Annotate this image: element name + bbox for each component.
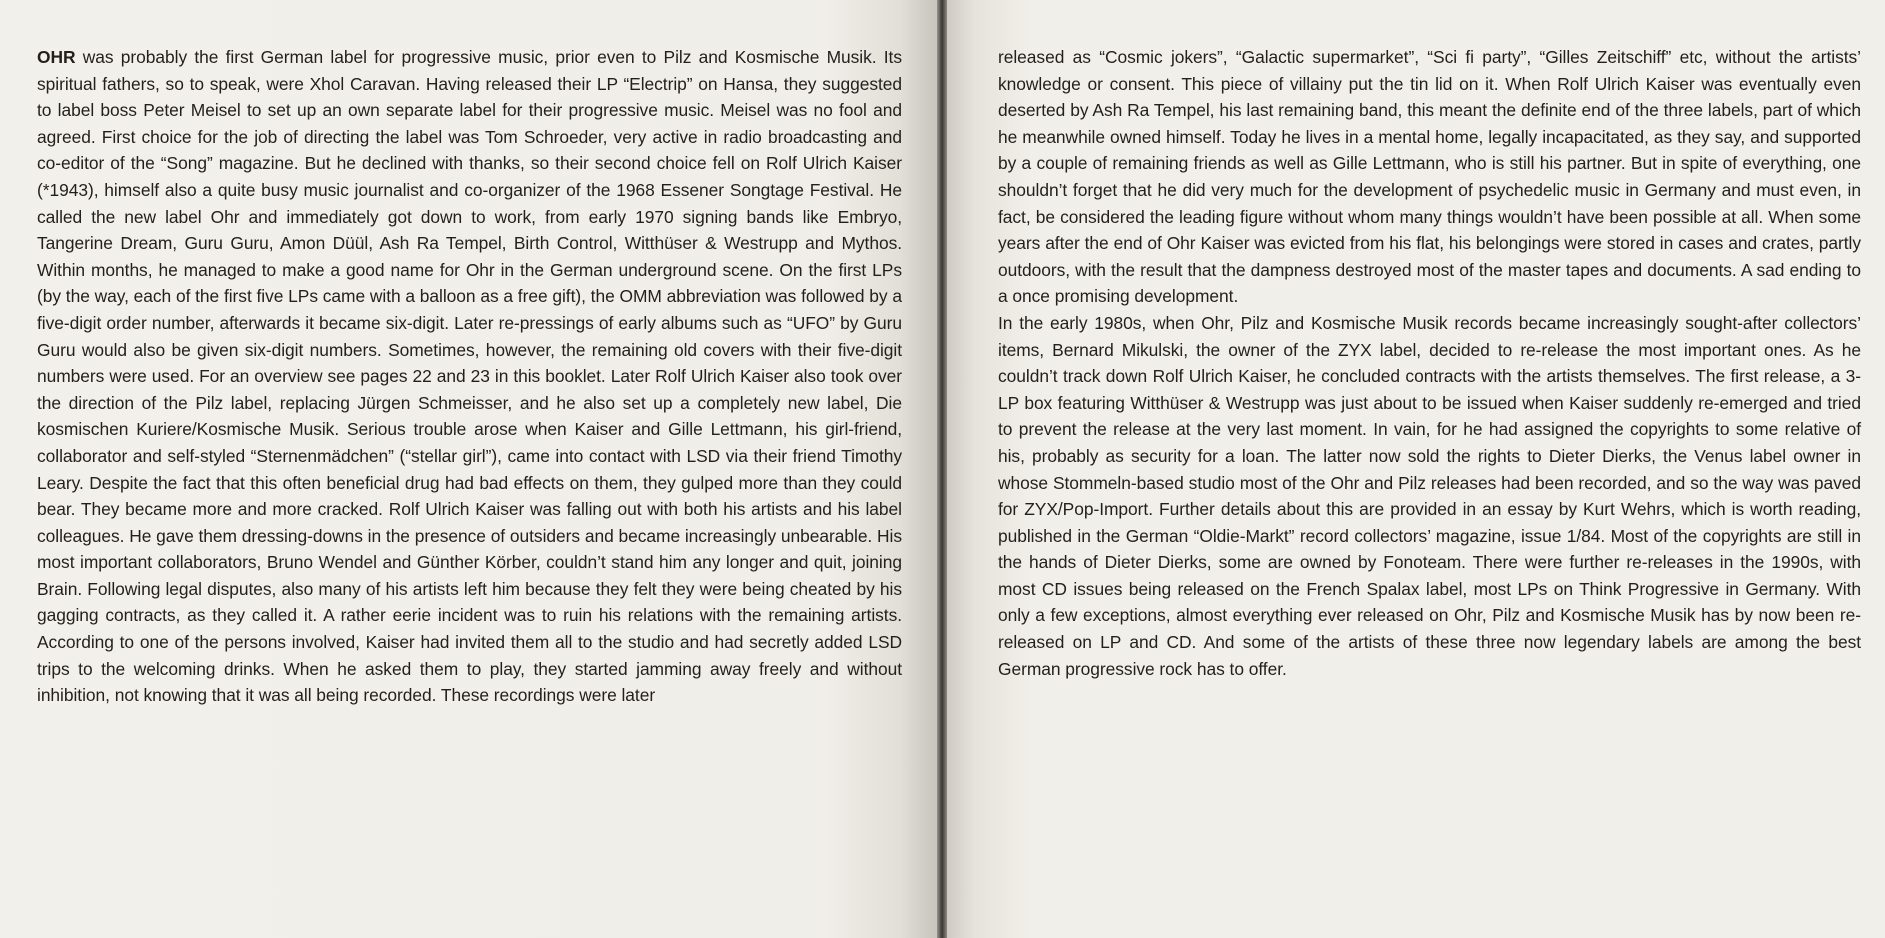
left-page xyxy=(0,0,937,938)
right-paragraph-1: released as “Cosmic jokers”, “Galactic supermarket”, “Sci fi party”, “Gilles Zeitschiff” etc, without the artists’ knowledge or consent. This piece of villainy put the tin lid on it. When Rolf Ulrich Kaiser was eventually even deserted by Ash Ra Tempel, his last remaining band, this meant the definite end of the three labels, part of which he meanwhile owned himself. Today he lives in a mental home, legally incapacitated, as they say, and supported by a couple of remaining friends as well as Gille Lettmann, who is still his partner. But in spite of everything, one shouldn’t forget that he did very much for the development of psychedelic music in Germany and must even, in fact, be considered the leading figure without whom many things wouldn’t have been possible at all. When some years after the end of Ohr Kaiser was evicted from his flat, his belongings were stored in cases and crates, partly outdoors, with the result that the dampness destroyed most of the master tapes and documents. A sad ending to a once promising development. xyxy=(998,47,1861,307)
left-body-text: was probably the first German label for progressive music, prior even to Pilz and Kosmische Musik. Its spiritual fathers, so to speak, were Xhol Caravan. Having released their LP “Electrip” on Hansa, they suggested to label boss Peter Meisel to set up an own separate label for their progressive music. Meisel was no fool and agreed. First choice for the job of directing the label was Tom Schroeder, very active in radio broadcasting and co-editor of the “Song” magazine. But he declined with thanks, so their second choice fell on Rolf Ulrich Kaiser (*1943), himself also a quite busy music journalist and co-organizer of the 1968 Essener Songtage Festival. He called the new label Ohr and immediately got down to work, from early 1970 signing bands like Embryo, Tangerine Dream, Guru Guru, Amon Düül, Ash Ra Tempel, Birth Control, Witthüser & Westrupp and Mythos. Within months, he managed to make a good name for Ohr in the German underground scene. On the first LPs (by the way, each of the first five LPs came with a balloon as a free gift), the OMM abbreviation was followed by a five-digit order number, afterwards it became six-digit. Later re-pressings of early albums such as “UFO” by Guru Guru would also be given six-digit numbers. Sometimes, however, the remaining old covers with their five-digit numbers were used. For an overview see pages 22 and 23 in this booklet. Later Rolf Ulrich Kaiser also took over the direction of the Pilz label, replacing Jürgen Schmeisser, and he also set up a completely new label, Die kosmischen Kuriere/Kosmische Musik. Serious trouble arose when Kaiser and Gille Lettmann, his girl-friend, collaborator and self-styled “Sternenmädchen” (“stellar girl”), came into contact with LSD via their friend Timothy Leary. Despite the fact that this often beneficial drug had bad effects on them, they gulped more than they could bear. They became more and more cracked. Rolf Ulrich Kaiser was falling out with both his artists and his label colleagues. He gave them dressing-downs in the presence of outsiders and became increasingly unbearable. His most important collaborators, Bruno Wendel and Günther Körber, couldn’t stand him any longer and quit, joining Brain. Following legal disputes, also many of his artists left him because they felt they were being cheated by his gagging contracts, as they called it. A rather eerie incident was to ruin his relations with the remaining artists. According to one of the persons involved, Kaiser had invited them all to the studio and had secretly added LSD trips to the welcoming drinks. When he asked them to play, they started jamming away freely and without inhibition, not knowing that it was all being recorded. These recordings were later xyxy=(37,47,902,706)
book-gutter xyxy=(937,0,947,938)
lead-word: OHR xyxy=(37,47,76,67)
right-page-text xyxy=(998,44,1861,682)
right-page xyxy=(947,0,1885,938)
right-paragraph-2: In the early 1980s, when Ohr, Pilz and Kosmische Musik records became increasingly sought-after collectors’ items, Bernard Mikulski, the owner of the ZYX label, decided to re-release the most important ones. As he couldn’t track down Rolf Ulrich Kaiser, he concluded contracts with the artists themselves. The first release, a 3-LP box featuring Witthüser & Westrupp was just about to be issued when Kaiser suddenly re-emerged and tried to prevent the release at the very last moment. In vain, for he had assigned the copyrights to some relative of his, probably as security for a loan. The latter now sold the rights to Dieter Dierks, the Venus label owner in whose Stommeln-based studio most of the Ohr and Pilz releases had been recorded, and so the way was paved for ZYX/Pop-Import. Further details about this are provided in an essay by Kurt Wehrs, which is worth reading, published in the German “Oldie-Markt” record collectors’ magazine, issue 1/84. Most of the copyrights are still in the hands of Dieter Dierks, some are owned by Fonoteam. There were further re-releases in the 1990s, with most CD issues being released on the French Spalax label, most LPs on Think Progressive in Germany. With only a few exceptions, almost everything ever released on Ohr, Pilz and Kosmische Musik has by now been re-released on LP and CD. And some of the artists of these three now legendary labels are among the best German progressive rock has to offer. xyxy=(998,312,1861,679)
left-paragraph xyxy=(37,44,902,709)
left-page-text xyxy=(37,44,902,709)
